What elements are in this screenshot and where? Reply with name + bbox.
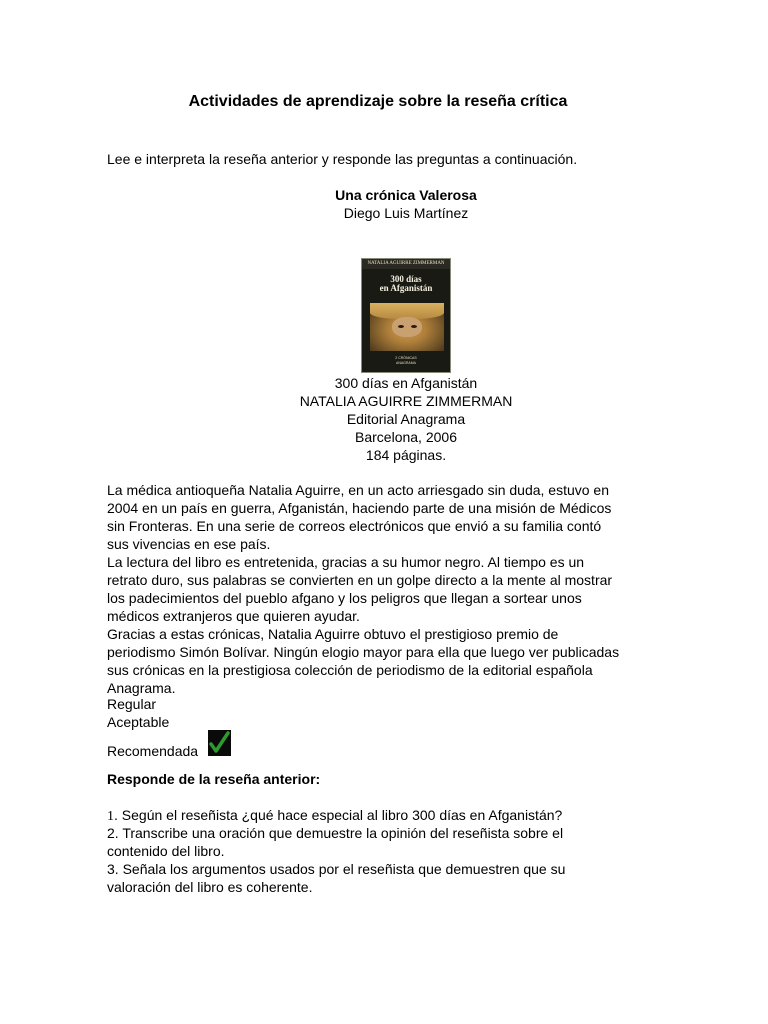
document-title: Actividades de aprendizaje sobre la reseña crítica: [188, 93, 568, 110]
intro-text: Lee e interpreta la reseña anterior y responde las preguntas a continuación.: [107, 151, 578, 167]
cover-title-line1: 300 días: [390, 274, 422, 284]
question-1-number: 1: [107, 809, 114, 824]
rating-recomendada: Recomendada: [107, 743, 199, 759]
body-line: La médica antioqueña Natalia Aguirre, en un acto arriesgado sin duda, estuvo en: [107, 482, 610, 498]
questions-heading: Responde de la reseña anterior:: [107, 771, 321, 787]
questions-list: [107, 806, 565, 896]
review-title: Una crónica Valerosa: [335, 187, 477, 203]
review-author: Diego Luis Martínez: [343, 205, 469, 221]
question-3-line: valoración del libro es coherente.: [107, 879, 313, 895]
body-line: sus vivencias en ese país.: [107, 536, 271, 552]
review-body: [107, 481, 667, 697]
checkmark-icon: [208, 730, 231, 756]
rating-aceptable: Aceptable: [107, 714, 170, 730]
cover-photo-eye: [411, 325, 417, 328]
body-line: 2004 en un país en guerra, Afganistán, haciendo parte de una misión de Médicos: [107, 500, 612, 516]
book-info-title: 300 días en Afganistán: [334, 375, 478, 391]
rating-regular: Regular: [107, 696, 157, 712]
body-line: los padecimientos del pueblo afgano y los peligros que llegan a sortear unos: [107, 590, 582, 606]
question-1-text: . Según el reseñista ¿qué hace especial al libro 300 días en Afganistán?: [114, 807, 563, 823]
body-line: sin Fronteras. En una serie de correos electrónicos que envió a su familia contó: [107, 518, 602, 534]
cover-photo: [370, 303, 444, 351]
body-line: Anagrama.: [107, 680, 176, 696]
book-info-place-year: Barcelona, 2006: [355, 429, 457, 445]
body-line: Gracias a estas crónicas, Natalia Aguirre obtuvo el prestigioso premio de: [107, 626, 559, 642]
cover-author: NATALIA AGUIRRE ZIMMERMAN: [367, 261, 445, 266]
cover-photo-face: [392, 317, 422, 337]
body-line: periodismo Simón Bolívar. Ningún elogio mayor para ella que luego ver publicadas: [107, 644, 620, 660]
book-info: [0, 374, 768, 464]
book-info-author: NATALIA AGUIRRE ZIMMERMAN: [299, 393, 513, 409]
body-line: retrato duro, sus palabras se convierten en un golpe directo a la mente al mostrar: [107, 572, 613, 588]
cover-publisher-line1: 2 CRÓNICAS: [395, 356, 417, 360]
body-line: sus crónicas en la prestigiosa colección de periodismo de la editorial española: [107, 662, 593, 678]
cover-publisher-line2: ANAGRAMA: [395, 361, 417, 365]
cover-title: [362, 275, 450, 293]
question-2-line: 2. Transcribe una oración que demuestre la opinión del reseñista sobre el: [107, 825, 564, 841]
cover-title-line2: en Afganistán: [379, 283, 433, 293]
question-3-line: 3. Señala los argumentos usados por el reseñista que demuestren que su: [107, 861, 566, 877]
book-cover-image: [361, 258, 451, 373]
body-line: La lectura del libro es entretenida, gracias a su humor negro. Al tiempo es un: [107, 554, 585, 570]
cover-photo-eye: [398, 325, 404, 328]
book-info-publisher: Editorial Anagrama: [346, 411, 466, 427]
question-2-line: contenido del libro.: [107, 843, 225, 859]
book-info-pages: 184 páginas.: [365, 447, 447, 463]
question-1: [107, 806, 565, 824]
body-line: médicos extranjeros que quieren ayudar.: [107, 608, 360, 624]
